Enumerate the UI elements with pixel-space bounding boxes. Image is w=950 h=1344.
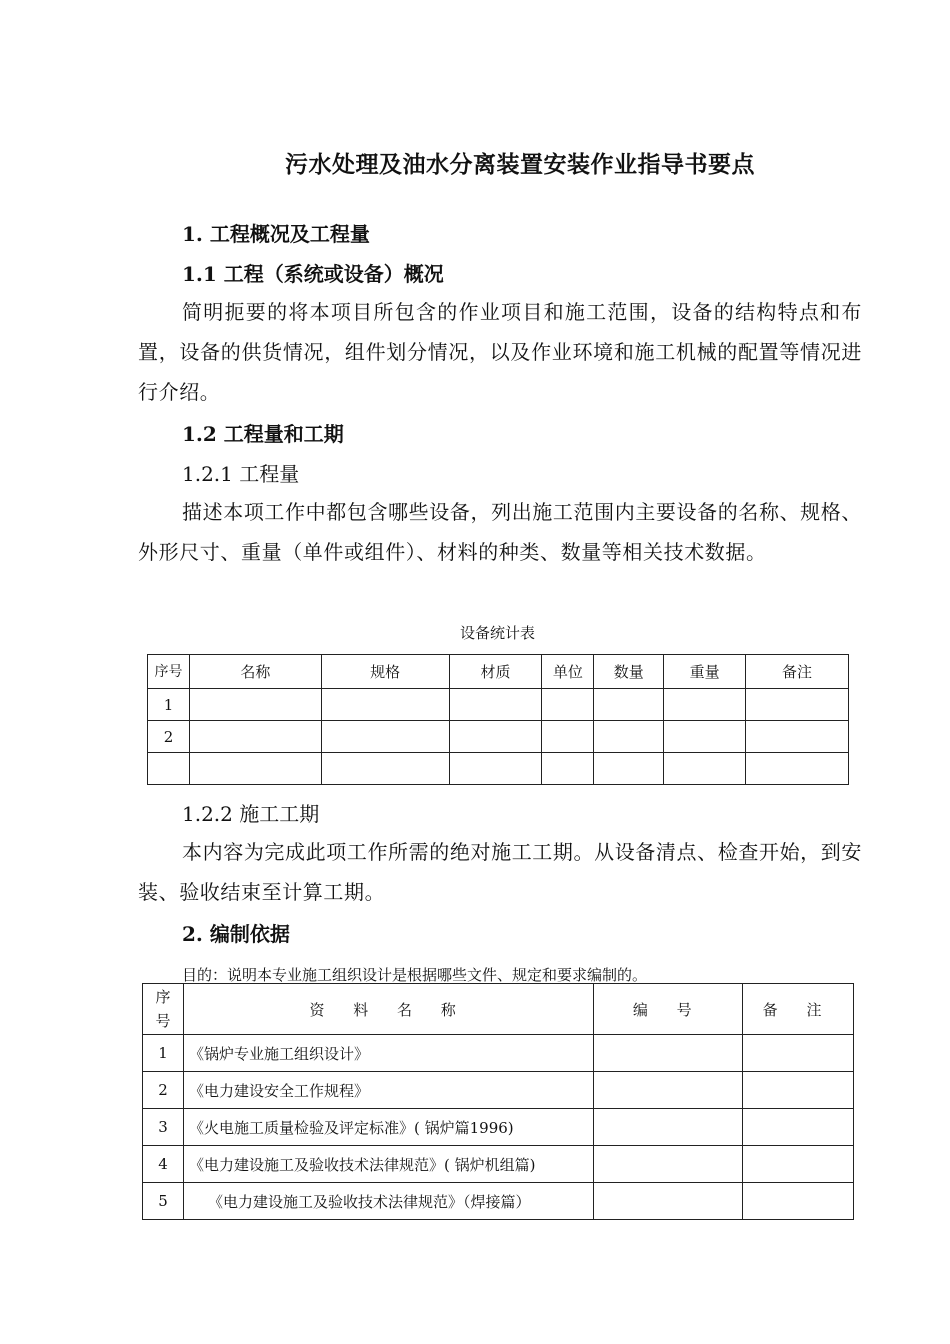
- document-title: 污水处理及油水分离装置安装作业指导书要点: [285, 151, 755, 178]
- header-cell-code: 编 号: [594, 984, 743, 1035]
- section-1-2-1-heading: 1.2.1 工程量: [182, 462, 300, 486]
- table-cell: 4: [143, 1146, 184, 1183]
- table-cell: 《电力建设安全工作规程》: [183, 1072, 593, 1109]
- equipment-table-header-row: [148, 655, 849, 689]
- table-cell: [743, 1035, 854, 1072]
- table-cell: [743, 1183, 854, 1220]
- table-cell: [664, 721, 746, 753]
- table-cell: [594, 721, 664, 753]
- table-row: [143, 1072, 854, 1109]
- table-cell: [148, 753, 190, 785]
- table-cell: [449, 753, 542, 785]
- table-cell: [594, 1183, 743, 1220]
- section-2-note: 目的：说明本专业施工组织设计是根据哪些文件、规定和要求编制的。: [182, 966, 648, 984]
- table-row: [143, 1109, 854, 1146]
- table-cell: [594, 689, 664, 721]
- table-row: [143, 1035, 854, 1072]
- header-cell-remark: 备注: [746, 655, 849, 689]
- table-cell: [189, 721, 321, 753]
- section-1-1-heading: 1.1 工程（系统或设备）概况: [182, 262, 444, 286]
- header-cell-spec: 规格: [321, 655, 449, 689]
- table-cell: [664, 689, 746, 721]
- equipment-table-caption: 设备统计表: [459, 624, 535, 642]
- table-cell: 《锅炉专业施工组织设计》: [183, 1035, 593, 1072]
- table-cell: [321, 753, 449, 785]
- table-row: [148, 721, 849, 753]
- header-cell-material: 材质: [449, 655, 542, 689]
- table-cell: 2: [143, 1072, 184, 1109]
- table-cell: [594, 1072, 743, 1109]
- table-cell: [743, 1072, 854, 1109]
- header-cell-seq: 序号: [143, 984, 184, 1035]
- table-cell: 《电力建设施工及验收技术法律规范》( 锅炉机组篇): [183, 1146, 593, 1183]
- header-cell-seq: 序号: [148, 655, 190, 689]
- section-1-2-2-heading: 1.2.2 施工工期: [182, 802, 320, 826]
- table-cell: [542, 753, 594, 785]
- section-1-1-paragraph: 简明扼要的将本项目所包含的作业项目和施工范围，设备的结构特点和布置，设备的供货情况，组件划分情况，以及作业环境和施工机械的配置等情况进行介绍。: [138, 300, 862, 404]
- header-cell-quantity: 数量: [594, 655, 664, 689]
- table-cell: [542, 689, 594, 721]
- table-cell: [189, 689, 321, 721]
- table-cell: 《火电施工质量检验及评定标准》( 锅炉篇1996): [183, 1109, 593, 1146]
- section-1-2-1-paragraph: 描述本项工作中都包含哪些设备，列出施工范围内主要设备的名称、规格、外形尺寸、重量（单件或组件）、材料的种类、数量等相关技术数据。: [138, 500, 862, 564]
- reference-table: [142, 983, 854, 1220]
- table-cell: [189, 753, 321, 785]
- table-cell: [449, 689, 542, 721]
- reference-table-header-row: [143, 984, 854, 1035]
- table-cell: 2: [148, 721, 190, 753]
- equipment-table: [147, 654, 849, 785]
- table-cell: [743, 1109, 854, 1146]
- table-cell: 1: [148, 689, 190, 721]
- table-cell: 《电力建设施工及验收技术法律规范》（焊接篇）: [183, 1183, 593, 1220]
- table-row: [148, 753, 849, 785]
- table-cell: [746, 753, 849, 785]
- table-cell: [594, 753, 664, 785]
- table-cell: [594, 1035, 743, 1072]
- table-cell: [746, 689, 849, 721]
- section-2-heading: 2. 编制依据: [182, 922, 290, 946]
- table-cell: [321, 721, 449, 753]
- table-row: [143, 1183, 854, 1220]
- table-cell: [743, 1146, 854, 1183]
- table-cell: [594, 1109, 743, 1146]
- header-cell-unit: 单位: [542, 655, 594, 689]
- table-cell: 3: [143, 1109, 184, 1146]
- header-cell-name: 名称: [189, 655, 321, 689]
- section-1-heading: 1. 工程概况及工程量: [182, 222, 370, 246]
- table-cell: [321, 689, 449, 721]
- section-1-2-heading: 1.2 工程量和工期: [182, 422, 344, 446]
- table-cell: 5: [143, 1183, 184, 1220]
- table-row: [148, 689, 849, 721]
- table-cell: [746, 721, 849, 753]
- table-cell: [449, 721, 542, 753]
- section-1-2-2-paragraph: 本内容为完成此项工作所需的绝对施工工期。从设备清点、检查开始，到安装、验收结束至计算工期。: [138, 840, 862, 904]
- header-cell-remark: 备 注: [743, 984, 854, 1035]
- table-cell: [664, 753, 746, 785]
- table-row: [143, 1146, 854, 1183]
- table-cell: [594, 1146, 743, 1183]
- header-cell-document-name: 资 料 名 称: [183, 984, 593, 1035]
- header-cell-weight: 重量: [664, 655, 746, 689]
- table-cell: 1: [143, 1035, 184, 1072]
- table-cell: [542, 721, 594, 753]
